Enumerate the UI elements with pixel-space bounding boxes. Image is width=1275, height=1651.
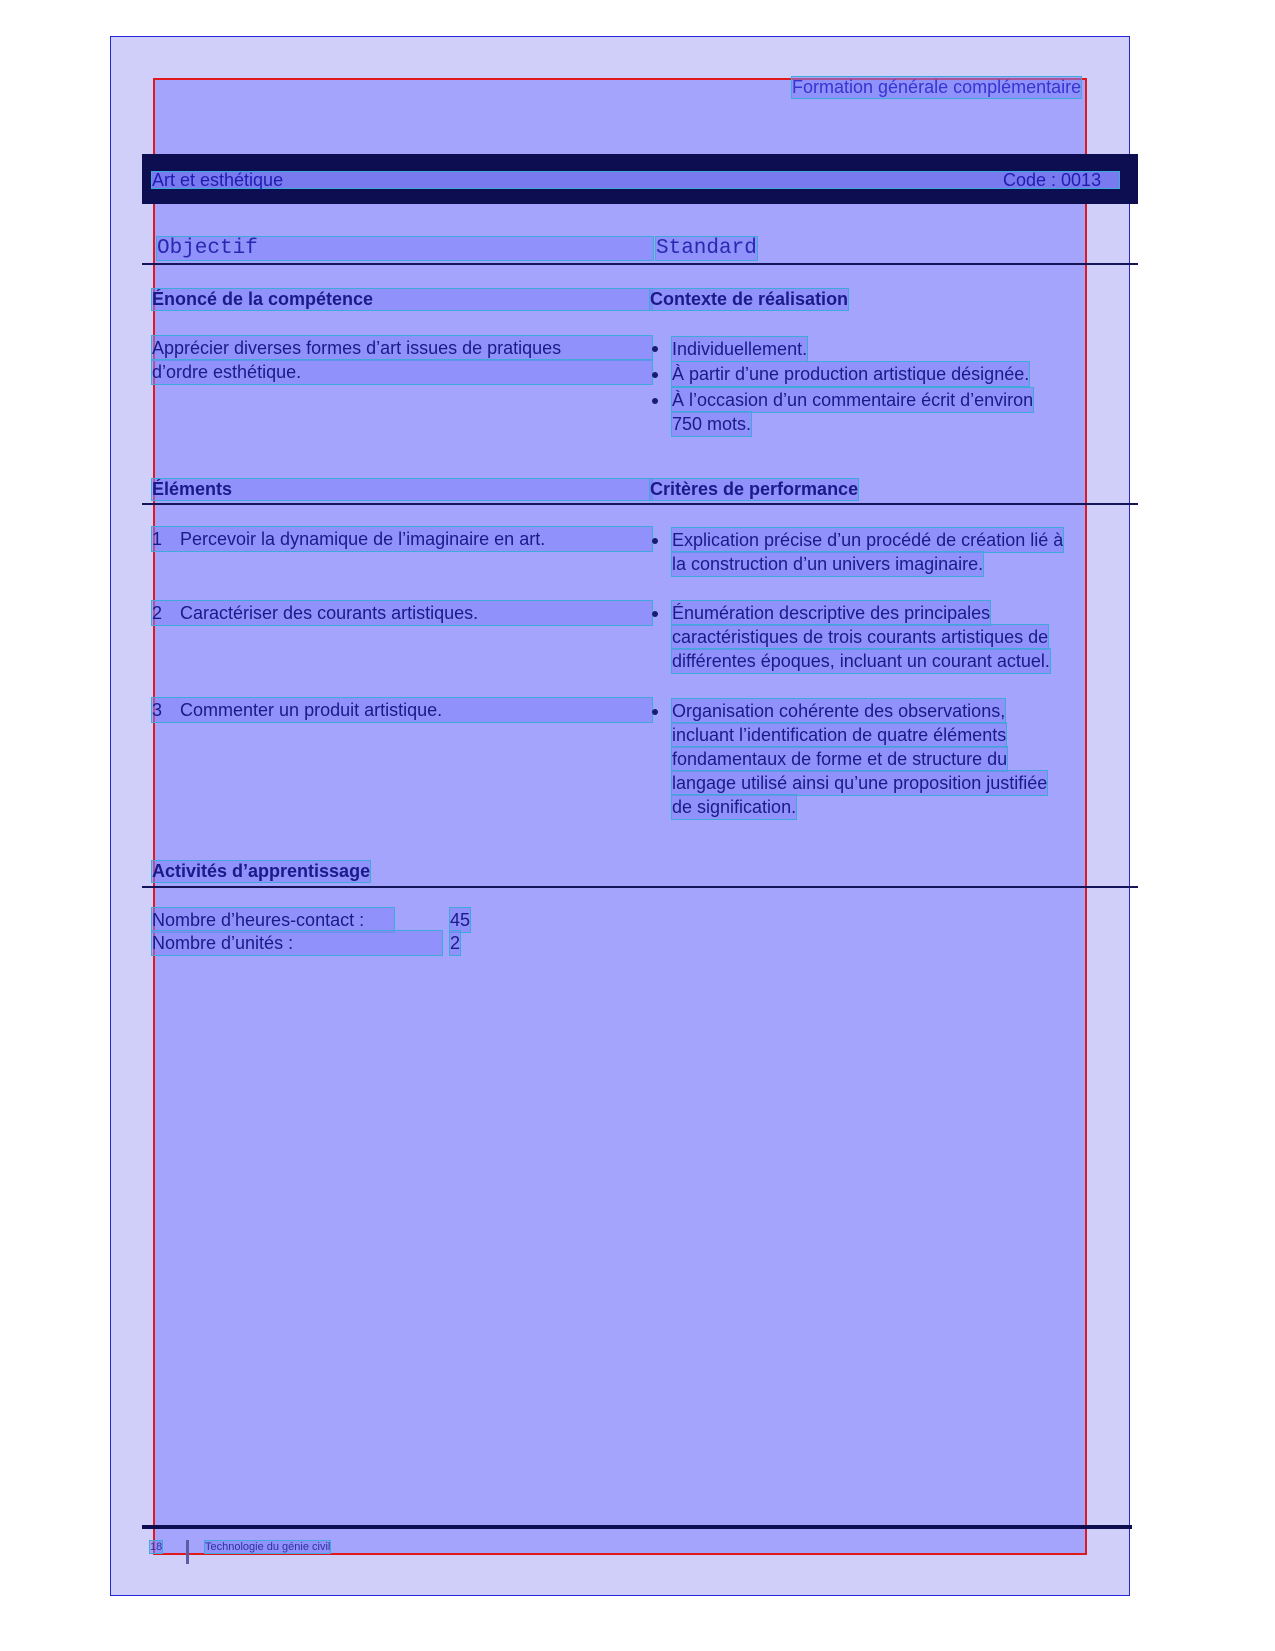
element-item — [152, 601, 652, 625]
context-item: À partir d’une production artistique désignée. — [672, 364, 1030, 384]
criteria-line: Énumération descriptive des principales — [672, 603, 991, 623]
hours-label: Nombre d’heures-contact : — [152, 908, 394, 932]
section-divider — [142, 503, 1138, 505]
element-number: 2 — [152, 603, 163, 623]
criteria-line: incluant l’identification de quatre éléments — [672, 725, 1007, 745]
bullet-icon — [652, 398, 658, 404]
bullet-icon — [652, 611, 658, 617]
context-item-continuation: 750 mots. — [672, 414, 752, 434]
bullet-icon — [652, 538, 658, 544]
footer-program-name: Technologie du génie civil — [205, 1541, 331, 1553]
criteria-line: Organisation cohérente des observations, — [672, 701, 1006, 721]
element-number: 3 — [152, 700, 163, 720]
section-divider — [142, 263, 1138, 265]
context-item: À l’occasion d’un commentaire écrit d’environ — [672, 390, 1034, 410]
element-text: Caractériser des courants artistiques. — [180, 603, 479, 623]
footer-divider — [142, 1525, 1132, 1529]
criteria-line: fondamentaux de forme et de structure du — [672, 749, 1008, 769]
competence-statement-line: Apprécier diverses formes d’art issues de pratiques — [152, 336, 652, 360]
element-text: Commenter un produit artistique. — [180, 700, 443, 720]
activities-heading: Activités d’apprentissage — [152, 861, 371, 881]
objective-column-heading: Objectif — [157, 237, 653, 260]
competence-statement-line: d’ordre esthétique. — [152, 360, 652, 384]
element-text: Percevoir la dynamique de l’imaginaire en art. — [180, 529, 546, 549]
section-divider — [142, 886, 1138, 888]
criteria-line: de signification. — [672, 797, 797, 817]
elements-heading: Éléments — [152, 479, 652, 500]
units-label: Nombre d’unités : — [152, 931, 442, 955]
criteria-line: langage utilisé ainsi qu’une proposition justifiée — [672, 773, 1048, 793]
units-value: 2 — [450, 933, 461, 953]
criteria-line: la construction d’un univers imaginaire. — [672, 554, 984, 574]
criteria-line: différentes époques, incluant un courant actuel. — [672, 651, 1050, 671]
footer-page-number: 18 — [150, 1541, 163, 1553]
element-number: 1 — [152, 529, 163, 549]
hours-value: 45 — [450, 910, 471, 930]
course-title: Art et esthétique — [152, 170, 284, 190]
bullet-icon — [652, 709, 658, 715]
context-heading: Contexte de réalisation — [650, 289, 849, 309]
element-item — [152, 527, 652, 551]
bullet-icon — [652, 346, 658, 352]
course-code: Code : 0013 — [1003, 170, 1102, 190]
program-title: Formation générale complémentaire — [792, 77, 1082, 97]
standard-column-heading: Standard — [656, 237, 757, 260]
criteria-line: Explication précise d’un procédé de création lié à — [672, 530, 1064, 550]
competence-heading: Énoncé de la compétence — [152, 289, 652, 310]
element-item — [152, 698, 652, 722]
footer-separator — [186, 1540, 189, 1564]
criteria-heading: Critères de performance — [650, 479, 859, 499]
context-item: Individuellement. — [672, 339, 808, 359]
course-banner-highlight — [152, 172, 1119, 188]
bullet-icon — [652, 372, 658, 378]
criteria-line: caractéristiques de trois courants artistiques de — [672, 627, 1049, 647]
